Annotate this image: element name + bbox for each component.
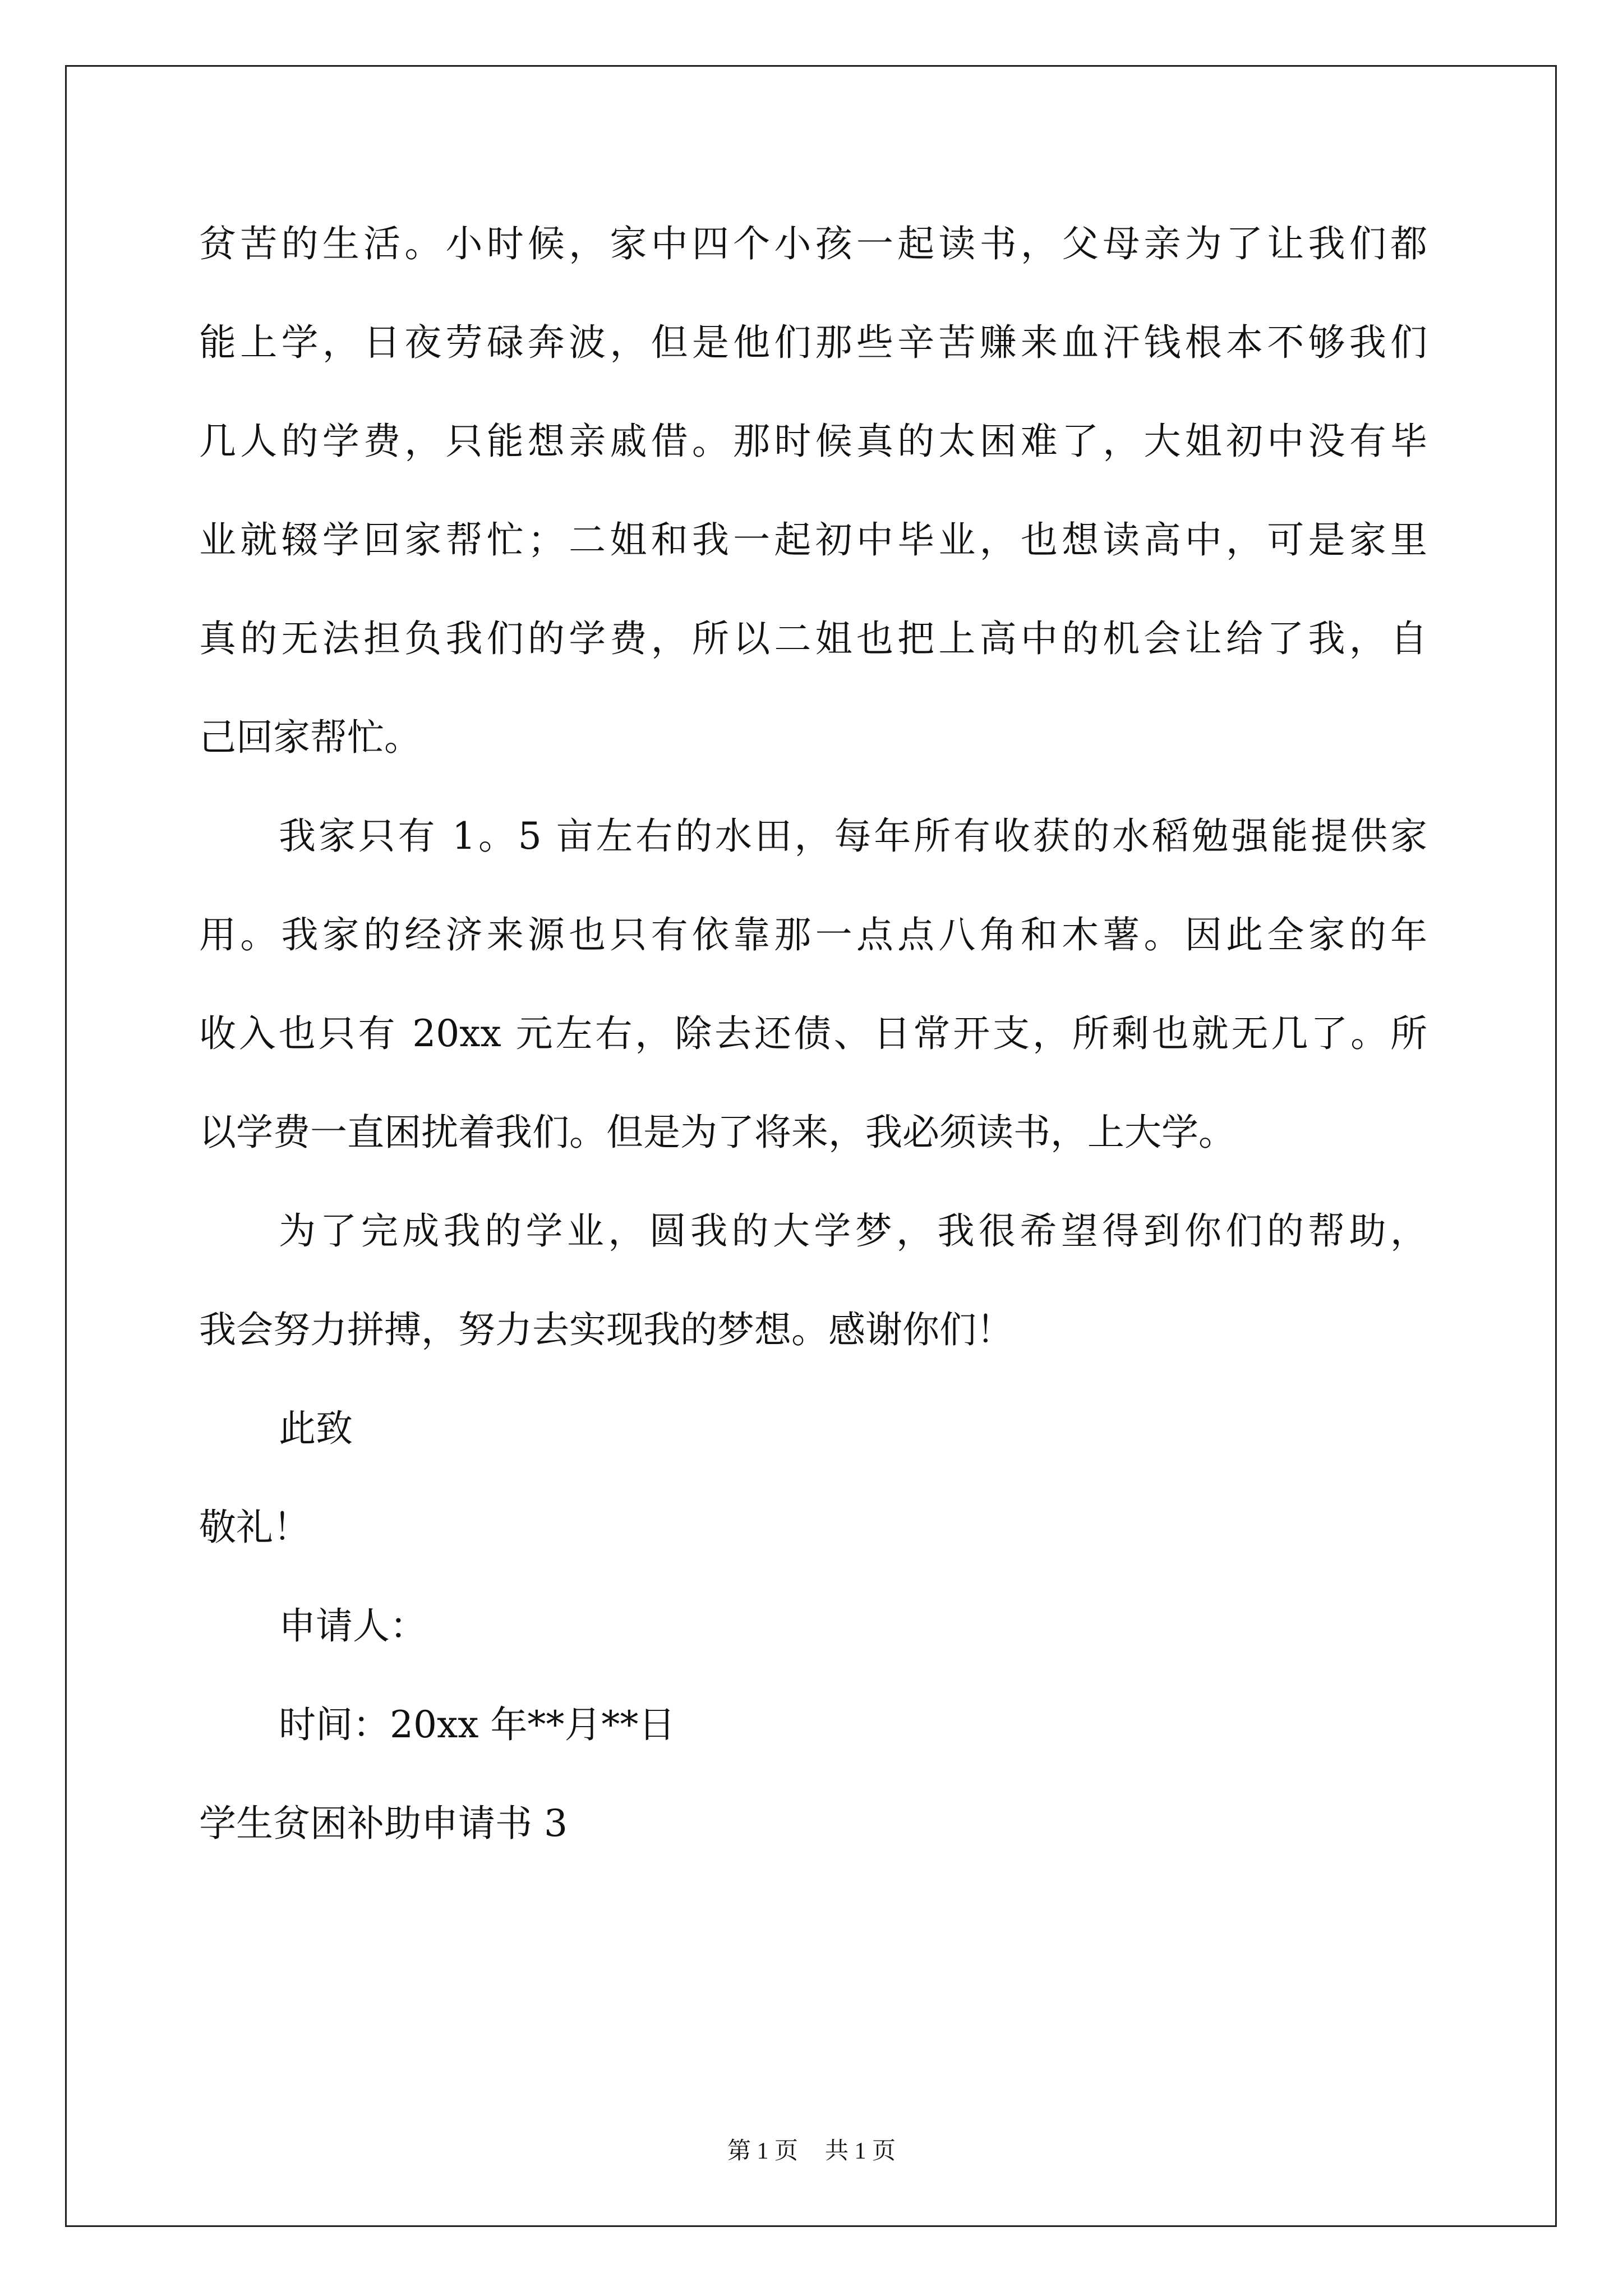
closing-salutation: 此致	[279, 1407, 353, 1450]
paragraph-line: 真的无法担负我们的学费，所以二姐也把上高中的机会让给了我，自	[199, 617, 1427, 660]
page-number: 第 1 页	[727, 2138, 798, 2164]
paragraph-line: 用。我家的经济来源也只有依靠那一点点八角和木薯。因此全家的年	[199, 913, 1427, 956]
section-title: 学生贫困补助申请书 3	[199, 1802, 568, 1845]
closing-respect: 敬礼！	[199, 1506, 310, 1549]
applicant-label: 申请人：	[279, 1604, 427, 1648]
paragraph-line: 业就辍学回家帮忙；二姐和我一起初中毕业，也想读高中，可是家里	[199, 518, 1427, 562]
date-label: 时间：20xx 年**月**日	[279, 1703, 676, 1746]
paragraph-line: 我家只有 1。5 亩左右的水田，每年所有收获的水稻勉强能提供家	[279, 815, 1427, 858]
paragraph-line: 为了完成我的学业，圆我的大学梦，我很希望得到你们的帮助，	[279, 1209, 1427, 1253]
page-total: 共 1 页	[825, 2138, 896, 2164]
paragraph-line: 我会努力拼搏，努力去实现我的梦想。感谢你们！	[199, 1308, 1013, 1351]
page-footer	[0, 2137, 1623, 2165]
paragraph-line: 能上学，日夜劳碌奔波，但是他们那些辛苦赚来血汗钱根本不够我们	[199, 321, 1427, 364]
paragraph-line: 几人的学费，只能想亲戚借。那时候真的太困难了，大姐初中没有毕	[199, 420, 1427, 463]
paragraph-line: 以学费一直困扰着我们。但是为了将来，我必须读书，上大学。	[199, 1111, 1235, 1154]
paragraph-line: 己回家帮忙。	[199, 716, 421, 759]
paragraph-line: 收入也只有 20xx 元左右，除去还债、日常开支，所剩也就无几了。所	[199, 1012, 1427, 1055]
paragraph-line: 贫苦的生活。小时候，家中四个小孩一起读书，父母亲为了让我们都	[199, 222, 1427, 265]
